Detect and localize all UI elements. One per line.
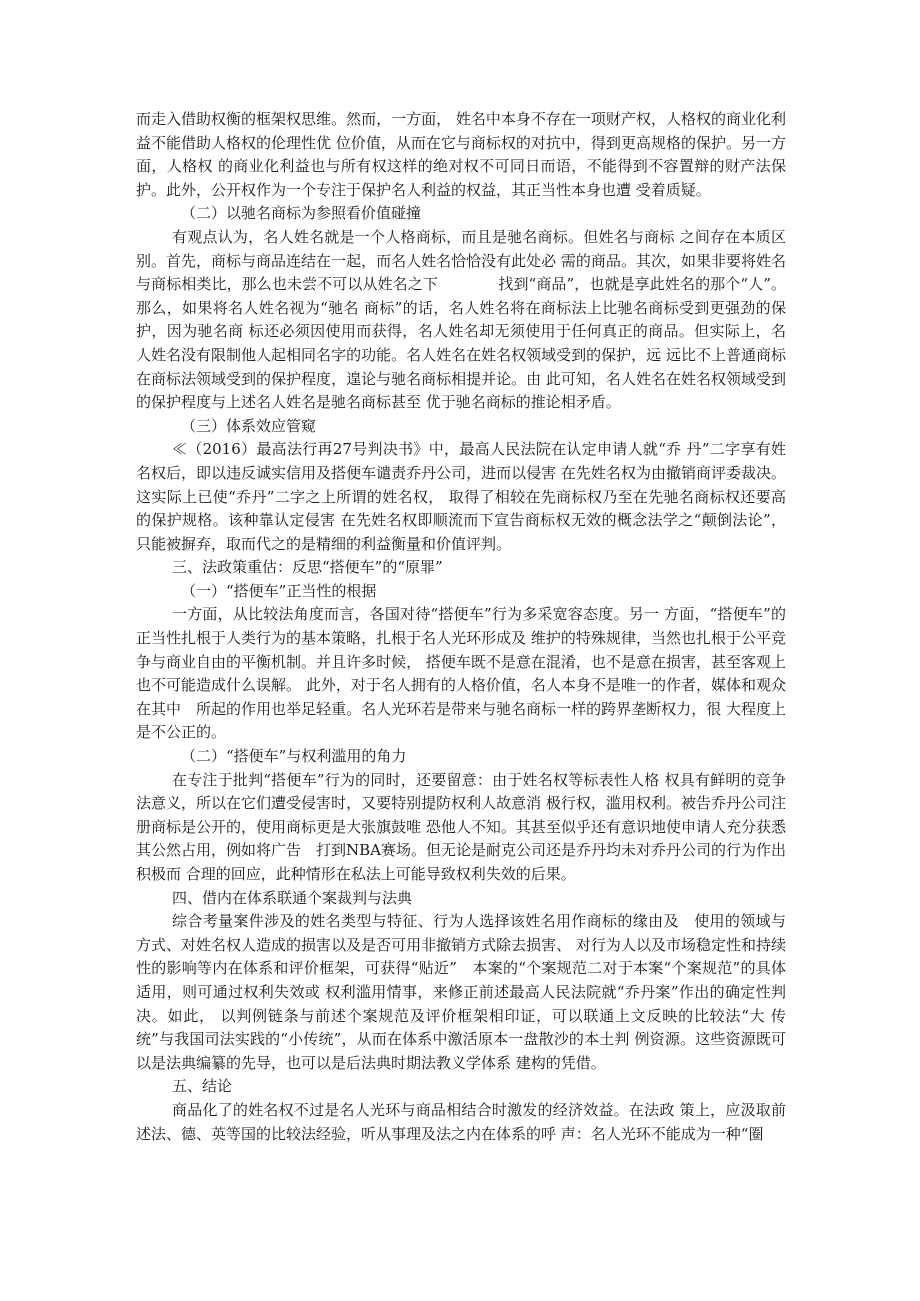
paragraph-free-riding-basis: 一方面，从比较法角度而言，各国对待“搭便车”行为多采宽容态度。另一 方面，“搭便车”的正当性扎根于人类行为的基本策略，扎根于名人光环形成及 维护的特殊规律，当然也扎根于公平竞争与商业自由的平衡机制。并且许多时候， 搭便车既不是意在混淆，也不是意在损害，甚至客观上也不可能造成什么误解。 此外，对于名人拥有的人格价值，名人本身不是唯一的作者，媒体和观众在其中 所起的作用也举足轻重。名人光环若是带来与驰名商标一样的跨界垄断权力，很 大程度上是不公正的。 [136, 605, 786, 742]
section-heading-3-1: （一）“搭便车”正当性的根据 [181, 581, 377, 600]
section-heading-3-2: （二）“搭便车”与权利滥用的角力 [181, 747, 407, 766]
paragraph-abuse-of-rights: 在专注于批判“搭便车”行为的同时，还要留意：由于姓名权等标表性人格 权具有鲜明的竞争法意义，所以在它们遭受侵害时，又要特别提防权利人故意消 极行权，滥用权利。被告乔丹公司注册商标是公开的，使用商标更是大张旗鼓唯 恐他人不知。其甚至似乎还有意识地使申请人充分获悉其公然占用，例如将广告 打到NBA赛场。但无论是耐克公司还是乔丹均未对乔丹公司的行为作出积极而 合理的回应，此种情形在私法上可能导致权利失效的后果。 [136, 770, 786, 883]
section-heading-2-3: （三）体系效应管窥 [181, 416, 317, 435]
document-body [136, 108, 786, 1146]
paragraph-intro: 而走入借助权衡的框架权思维。然而，一方面， 姓名中本身不存在一项财产权，人格权的商业化利益不能借助人格权的伦理性优 位价值，从而在它与商标权的对抗中，得到更高规格的保护。另一方面，人格权 的商业化利益也与所有权这样的绝对权不可同日而语，不能得到不容置辩的财产法保护。此外，公开权作为一个专注于保护名人利益的权益，其正当性本身也遭 受着质疑。 [136, 110, 786, 199]
paragraph-conclusion: 商品化了的姓名权不过是名人光环与商品相结合时激发的经济效益。在法政 策上，应汲取前述法、德、英等国的比较法经验，听从事理及法之内在体系的呼 声：名人光环不能成为一种“圈 [136, 1100, 786, 1143]
section-heading-2-2: （二）以驰名商标为参照看价值碰撞 [181, 204, 422, 223]
paragraph-internal-system: 综合考量案件涉及的姓名类型与特征、行为人选择该姓名用作商标的缘由及 使用的领域与方式、对姓名权人造成的损害以及是否可用非撤销方式除去损害、 对行为人以及市场稳定性和持续性的影响等内在体系和评价框架，可获得“贴近” 本案的“个案规范二对于本案“个案规范”的具体适用，则可通过权利失效或 权利滥用情事，来修正前述最高人民法院就“乔丹案”作出的确定性判决。如此， 以判例链条与前述个案规范及评价框架相印证，可以联通上文反映的比较法“大 传统”与我国司法实践的“小传统”，从而在体系中激活原本一盘散沙的本土判 例资源。这些资源既可以是法典编纂的先导，也可以是后法典时期法教义学体系 建构的凭借。 [136, 912, 786, 1072]
paragraph-trademark-comparison: 有观点认为，名人姓名就是一个人格商标，而且是驰名商标。但姓名与商标 之间存在本质区别。首先，商标与商品连结在一起，而名人姓名恰恰没有此处必 需的商品。其次，如果非要将姓名与商标相类比，那么也未尝不可以从姓名之下 找到“商品”，也就是享此姓名的那个“人”。那么，如果将名人姓名视为“驰名 商标”的话，名人姓名将在商标法上比驰名商标受到更强劲的保护，因为驰名商 标还必须因使用而获得，名人姓名却无须使用于任何真正的商品。但实际上，名 人姓名没有限制他人起相同名字的功能。名人姓名在姓名权领域受到的保护，远 远比不上普通商标在商标法领域受到的保护程度，遑论与驰名商标相提并论。由 此可知，名人姓名在姓名权领域受到的保护程度与上述名人姓名是驰名商标甚至 优于驰名商标的推论相矛盾。 [136, 227, 786, 412]
section-heading-4: 四、借内在体系联通个案裁判与法典 [172, 888, 413, 907]
section-heading-3: 三、法政策重估：反思“搭便车”的“原罪” [172, 558, 443, 577]
paragraph-system-effect: ≪（2016）最高法行再27号判决书》中，最高人民法院在认定申请人就“乔 丹”二字享有姓名权后，即以违反诚实信用及搭便车谴责乔丹公司，进而以侵害 在先姓名权为由撤销商评委裁决。这实际上已使“乔丹”二字之上所谓的姓名权， 取得了相较在先商标权乃至在先驰名商标权还要高的保护规格。该种靠认定侵害 在先姓名权即顺流而下宣告商标权无效的概念法学之“颠倒法论”，只能被摒弃，取而代之的是精细的利益衡量和价值评判。 [136, 440, 787, 553]
section-heading-5: 五、结论 [172, 1077, 233, 1096]
